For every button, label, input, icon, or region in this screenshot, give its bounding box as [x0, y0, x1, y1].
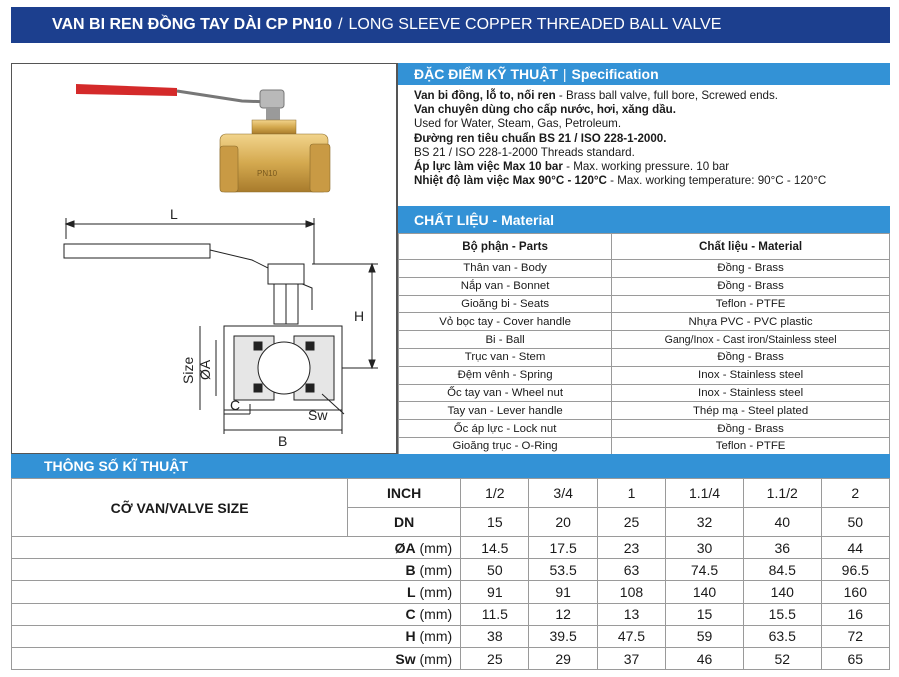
material-row — [399, 384, 890, 402]
material-col-parts: Bộ phận - Parts — [399, 234, 612, 260]
table-cell: 59 — [666, 625, 744, 647]
table-cell: 47.5 — [597, 625, 665, 647]
spec-line — [414, 89, 890, 103]
text-run: Van chuyên dùng cho cấp nước, hơi, xăng dầu. — [414, 103, 676, 117]
table-cell: Ốc áp lực - Lock nut — [399, 420, 612, 438]
text-run: Used for Water, Steam, Gas, Petroleum. — [414, 117, 622, 131]
title-separator: / — [338, 16, 343, 33]
table-cell: Gioăng trục - O-Ring — [399, 437, 612, 455]
table-cell: 29 — [529, 647, 597, 669]
table-cell: 74.5 — [666, 559, 744, 581]
spec-text — [398, 85, 890, 207]
valve-illustration — [12, 64, 396, 453]
text-run: Áp lực làm việc Max 10 bar — [414, 160, 563, 174]
material-row — [399, 402, 890, 420]
text-run: (mm) — [415, 561, 453, 578]
table-cell: Inox - Stainless steel — [612, 384, 890, 402]
dim-row-H — [12, 625, 890, 647]
table-cell: 50 — [461, 559, 529, 581]
dimensions-table — [11, 478, 890, 670]
text-run: (mm) — [415, 539, 453, 556]
spec-panel — [398, 63, 890, 453]
material-row — [399, 313, 890, 331]
table-cell: Vỏ bọc tay - Cover handle — [399, 313, 612, 331]
table-cell: 72 — [821, 625, 889, 647]
table-cell: 84.5 — [743, 559, 821, 581]
spec-line — [414, 103, 890, 117]
table-cell: 91 — [461, 581, 529, 603]
table-cell: 53.5 — [529, 559, 597, 581]
table-cell — [12, 559, 461, 581]
table-cell: Ốc tay van - Wheel nut — [399, 384, 612, 402]
table-cell: Thân van - Body — [399, 260, 612, 278]
table-cell: Đồng - Brass — [612, 260, 890, 278]
spec-line — [414, 160, 890, 174]
label-L: L — [170, 206, 178, 222]
table-cell: 160 — [821, 581, 889, 603]
table-cell: 140 — [666, 581, 744, 603]
table-cell — [12, 537, 461, 559]
dimensions-title-bar: THÔNG SỐ KĨ THUẬT — [11, 454, 890, 478]
table-cell: 50 — [821, 508, 889, 537]
table-cell: 2 — [821, 479, 889, 508]
table-cell: Đệm vênh - Spring — [399, 366, 612, 384]
material-row — [399, 331, 890, 349]
dim-row-Sw — [12, 647, 890, 669]
spec-line — [414, 117, 890, 131]
spec-title-vi: ĐẶC ĐIỂM KỸ THUẬT — [414, 66, 558, 82]
material-title-bar: CHẤT LIỆU - Material — [398, 206, 890, 233]
table-cell: Teflon - PTFE — [612, 437, 890, 455]
text-run: ØA — [394, 539, 416, 556]
table-cell: 36 — [743, 537, 821, 559]
material-table — [398, 233, 890, 456]
table-cell: 1/2 — [461, 479, 529, 508]
label-C: C — [230, 397, 241, 413]
label-B: B — [278, 433, 288, 449]
dn-label: DN — [348, 508, 461, 537]
spec-line — [414, 146, 890, 160]
table-cell: 11.5 — [461, 603, 529, 625]
table-row — [399, 234, 890, 260]
table-cell: 63 — [597, 559, 665, 581]
technical-drawing — [64, 218, 378, 434]
label-Sw: Sw — [308, 407, 328, 423]
table-cell: 23 — [597, 537, 665, 559]
text-run: H — [405, 628, 416, 645]
table-cell: Nhựa PVC - PVC plastic — [612, 313, 890, 331]
material-row — [399, 348, 890, 366]
table-cell: 30 — [666, 537, 744, 559]
table-cell: 15 — [461, 508, 529, 537]
label-H: H — [354, 308, 365, 324]
spec-line — [414, 174, 890, 188]
table-cell: 63.5 — [743, 625, 821, 647]
table-cell: 15.5 — [743, 603, 821, 625]
text-run: (mm) — [415, 650, 453, 667]
text-run: - Brass ball valve, full bore, Screwed ends. — [555, 89, 779, 102]
table-cell: 16 — [821, 603, 889, 625]
material-row — [399, 437, 890, 455]
text-run: (mm) — [415, 583, 453, 600]
text-run: - Max. working temperature: 90°C - 120°C — [606, 174, 827, 188]
spec-title-sep: | — [562, 66, 567, 82]
inch-row — [12, 479, 890, 508]
dim-row-L — [12, 581, 890, 603]
material-col-material: Chất liệu - Material — [612, 234, 890, 260]
material-row — [399, 295, 890, 313]
material-row — [399, 420, 890, 438]
table-cell: 3/4 — [529, 479, 597, 508]
dim-row-C — [12, 603, 890, 625]
table-cell: 40 — [743, 508, 821, 537]
text-run: Sw — [395, 650, 416, 667]
table-cell: 12 — [529, 603, 597, 625]
text-run: B — [405, 561, 416, 578]
text-run: (mm) — [415, 628, 453, 645]
page-header — [11, 7, 890, 43]
text-run: Nhiệt độ làm việc Max 90°C - 120°C — [414, 174, 607, 188]
dim-row-B — [12, 559, 890, 581]
label-size: Size — [180, 356, 196, 384]
table-cell: Gioăng bi - Seats — [399, 295, 612, 313]
table-cell: 65 — [821, 647, 889, 669]
table-cell: 96.5 — [821, 559, 889, 581]
table-cell: 44 — [821, 537, 889, 559]
table-cell — [12, 603, 461, 625]
title-vi: VAN BI REN ĐỒNG TAY DÀI CP PN10 — [52, 16, 333, 33]
table-cell: 38 — [461, 625, 529, 647]
product-illustration-panel — [11, 63, 397, 454]
spec-title-bar — [398, 63, 890, 85]
text-run: C — [405, 606, 416, 623]
text-run: BS 21 / ISO 228-1-2000 Threads standard. — [414, 145, 635, 159]
table-cell: 20 — [529, 508, 597, 537]
table-cell: 14.5 — [461, 537, 529, 559]
spec-title-en: Specification — [571, 66, 659, 82]
table-cell: 39.5 — [529, 625, 597, 647]
text-run: Đường ren tiêu chuẩn BS 21 / ISO 228-1-2000. — [414, 131, 667, 145]
table-cell: Gang/Inox - Cast iron/Stainless steel — [612, 331, 890, 349]
inch-label: INCH — [348, 479, 461, 508]
svg-text:PN10: PN10 — [257, 169, 278, 178]
table-cell: Inox - Stainless steel — [612, 366, 890, 384]
table-cell: 1 — [597, 479, 665, 508]
table-cell: Nắp van - Bonnet — [399, 277, 612, 295]
material-row — [399, 260, 890, 278]
table-cell: Bi - Ball — [399, 331, 612, 349]
table-cell: Đồng - Brass — [612, 277, 890, 295]
table-cell: Tay van - Lever handle — [399, 402, 612, 420]
table-cell — [12, 581, 461, 603]
table-cell: 140 — [743, 581, 821, 603]
table-cell: 17.5 — [529, 537, 597, 559]
spec-line — [414, 132, 890, 146]
table-cell: 1.1/4 — [666, 479, 744, 508]
table-cell: Thép mạ - Steel plated — [612, 402, 890, 420]
table-cell: 108 — [597, 581, 665, 603]
table-cell: 32 — [666, 508, 744, 537]
valve-size-label: CỠ VAN/VALVE SIZE — [12, 479, 348, 537]
text-run: (mm) — [415, 606, 453, 623]
table-cell — [12, 647, 461, 669]
table-cell: Đồng - Brass — [612, 420, 890, 438]
table-cell: 25 — [461, 647, 529, 669]
material-row — [399, 277, 890, 295]
table-cell: 25 — [597, 508, 665, 537]
label-A: ØA — [197, 359, 213, 380]
table-cell: 46 — [666, 647, 744, 669]
material-row — [399, 366, 890, 384]
table-cell: 1.1/2 — [743, 479, 821, 508]
table-cell — [12, 625, 461, 647]
table-cell: 13 — [597, 603, 665, 625]
title-en: LONG SLEEVE COPPER THREADED BALL VALVE — [348, 16, 722, 33]
text-run: Van bi đồng, lỗ to, nối ren — [414, 89, 556, 102]
table-cell: 37 — [597, 647, 665, 669]
text-run: - Max. working pressure. 10 bar — [562, 160, 730, 174]
table-cell: 91 — [529, 581, 597, 603]
valve-photo — [76, 84, 330, 192]
text-run: L — [407, 583, 416, 600]
dim-row-A — [12, 537, 890, 559]
table-cell: Teflon - PTFE — [612, 295, 890, 313]
table-cell: 52 — [743, 647, 821, 669]
table-cell: Đồng - Brass — [612, 348, 890, 366]
table-cell: Trục van - Stem — [399, 348, 612, 366]
table-cell: 15 — [666, 603, 744, 625]
